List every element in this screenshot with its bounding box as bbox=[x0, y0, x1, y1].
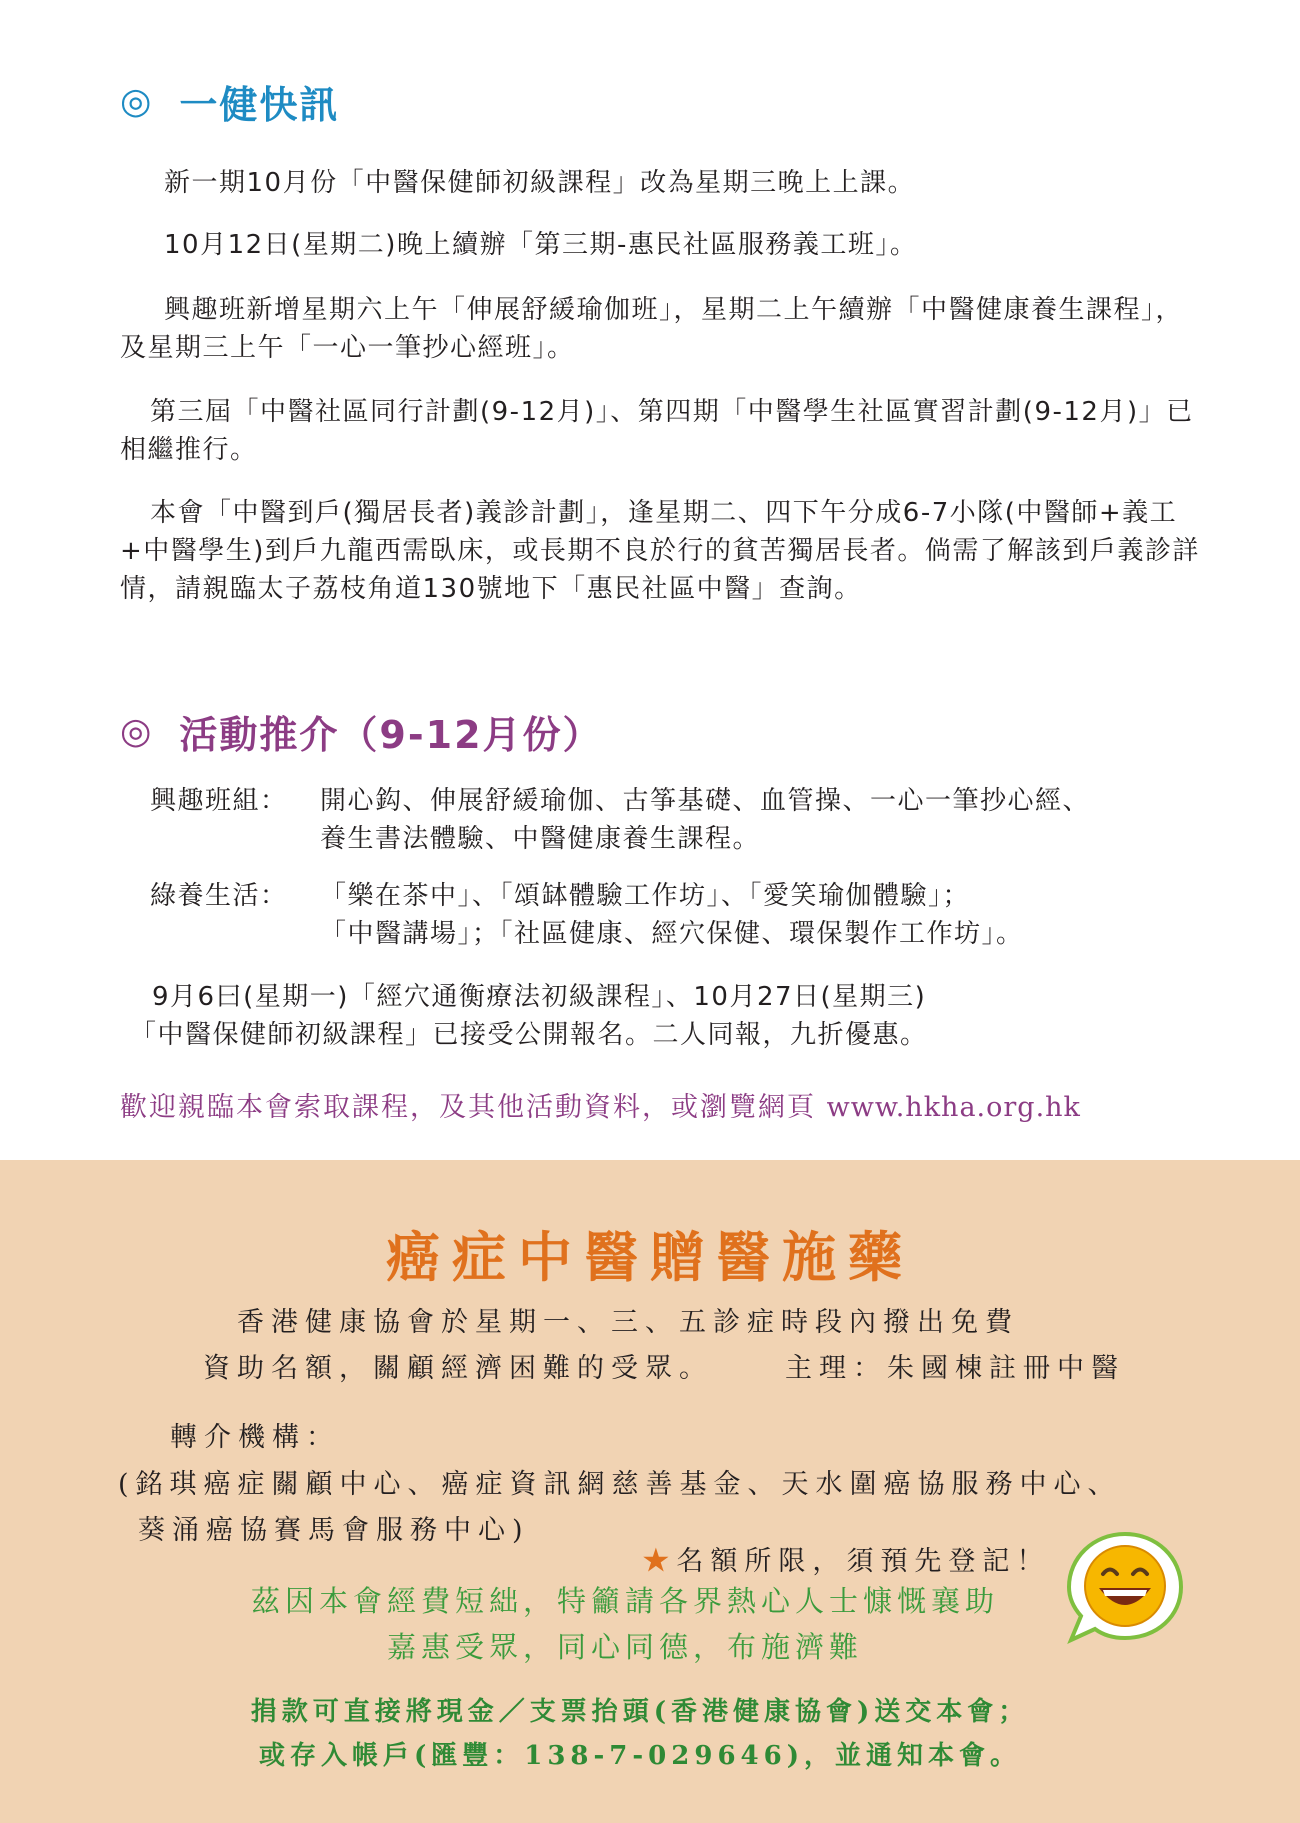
panel-intro-line-2: 資助名額，關顧經濟困難的受眾。 bbox=[203, 1353, 713, 1384]
news-paragraph-4: 第三屆「中醫社區同行計劃(9-12月)」、第四期「中醫學生社區實習計劃(9-12月)」已相繼推行。 bbox=[120, 397, 1194, 465]
news-paragraph-2: 10月12日(星期二)晚上續辦「第三期-惠民社區服務義工班」。 bbox=[164, 230, 918, 260]
panel-title: 癌症中醫贈醫施藥 bbox=[386, 1225, 914, 1289]
news-paragraph-1: 新一期10月份「中醫保健師初級課程」改為星期三晚上上課。 bbox=[164, 168, 916, 198]
referral-line-1: (銘琪癌症關顧中心、癌症資訊網慈善基金、天水圍癌協服務中心、 bbox=[118, 1469, 1122, 1500]
green-living-content: 「樂在茶中」、「頌缽體驗工作坊」、「愛笑瑜伽體驗」； 「中醫講場」；「社區健康、經穴保健、環保製作工作坊」。 bbox=[320, 881, 1024, 949]
green-living-row bbox=[150, 877, 1024, 949]
website-link[interactable]: www.hkha.org.hk bbox=[826, 1092, 1081, 1123]
referral-label: 轉介機構： bbox=[170, 1422, 340, 1453]
smiley-speech-bubble-icon bbox=[1065, 1530, 1185, 1645]
panel-intro-line-1: 香港健康協會於星期一、三、五診症時段內撥出免費 bbox=[237, 1307, 1019, 1338]
panel-doctor: 主理：朱國棟註冊中醫 bbox=[785, 1353, 1125, 1384]
referral-line-2: 葵涌癌協賽馬會服務中心) bbox=[138, 1515, 530, 1546]
cancer-tcm-panel bbox=[0, 1160, 1300, 1823]
registration-notice: 9月6曰(星期一)「經穴通衡療法初級課程」、10月27日(星期三) 「中醫保健師初級課程」已接受公開報名。二人同報，九折優惠。 bbox=[130, 982, 928, 1050]
news-heading bbox=[120, 74, 339, 129]
limit-note-text: 名額所限，須預先登記！ bbox=[676, 1546, 1051, 1577]
interest-classes-label: 興趣班組： bbox=[150, 786, 288, 816]
green-living-label: 綠養生活： bbox=[150, 881, 288, 911]
contact-line bbox=[120, 1085, 1081, 1124]
interest-classes-row bbox=[150, 782, 1091, 854]
appeal-line-1: 茲因本會經費短絀，特籲請各界熱心人士慷慨襄助 bbox=[250, 1584, 999, 1618]
events-title: 活動推介（9-12月份） bbox=[179, 713, 603, 757]
section-bullet-icon: ◎ bbox=[120, 711, 154, 752]
events-heading bbox=[120, 704, 603, 759]
donate-line-1: 捐款可直接將現金／支票抬頭(香港健康協會)送交本會； bbox=[250, 1697, 1030, 1727]
appeal-line-2: 嘉惠受眾，同心同德，布施濟難 bbox=[386, 1630, 863, 1664]
contact-text: 歡迎親臨本會索取課程，及其他活動資料，或瀏覽網頁 bbox=[120, 1092, 816, 1123]
section-bullet-icon: ◎ bbox=[120, 81, 154, 122]
news-paragraph-3: 興趣班新增星期六上午「伸展舒緩瑜伽班」，星期二上午續辦「中醫健康養生課程」，及星期三上午「一心一筆抄心經班」。 bbox=[120, 295, 1184, 363]
news-title: 一健快訊 bbox=[179, 83, 340, 127]
donate-line-2: 或存入帳戶(匯豐：138-7-029646)，並通知本會。 bbox=[258, 1741, 1022, 1771]
star-icon: ★ bbox=[642, 1546, 677, 1577]
interest-classes-content: 開心鈎、伸展舒緩瑜伽、古筝基礎、血管操、一心一筆抄心經、 養生書法體驗、中醫健康養生課程。 bbox=[320, 786, 1091, 854]
news-paragraph-5: 本會「中醫到戶(獨居長者)義診計劃」，逢星期二、四下午分成6-7小隊(中醫師+義工+中醫學生)到戶九龍西需臥床，或長期不良於行的貧苦獨居長者。倘需了解該到戶義診詳情，請親臨太子荔枝角道130號地下「惠民社區中醫」查詢。 bbox=[120, 498, 1200, 604]
